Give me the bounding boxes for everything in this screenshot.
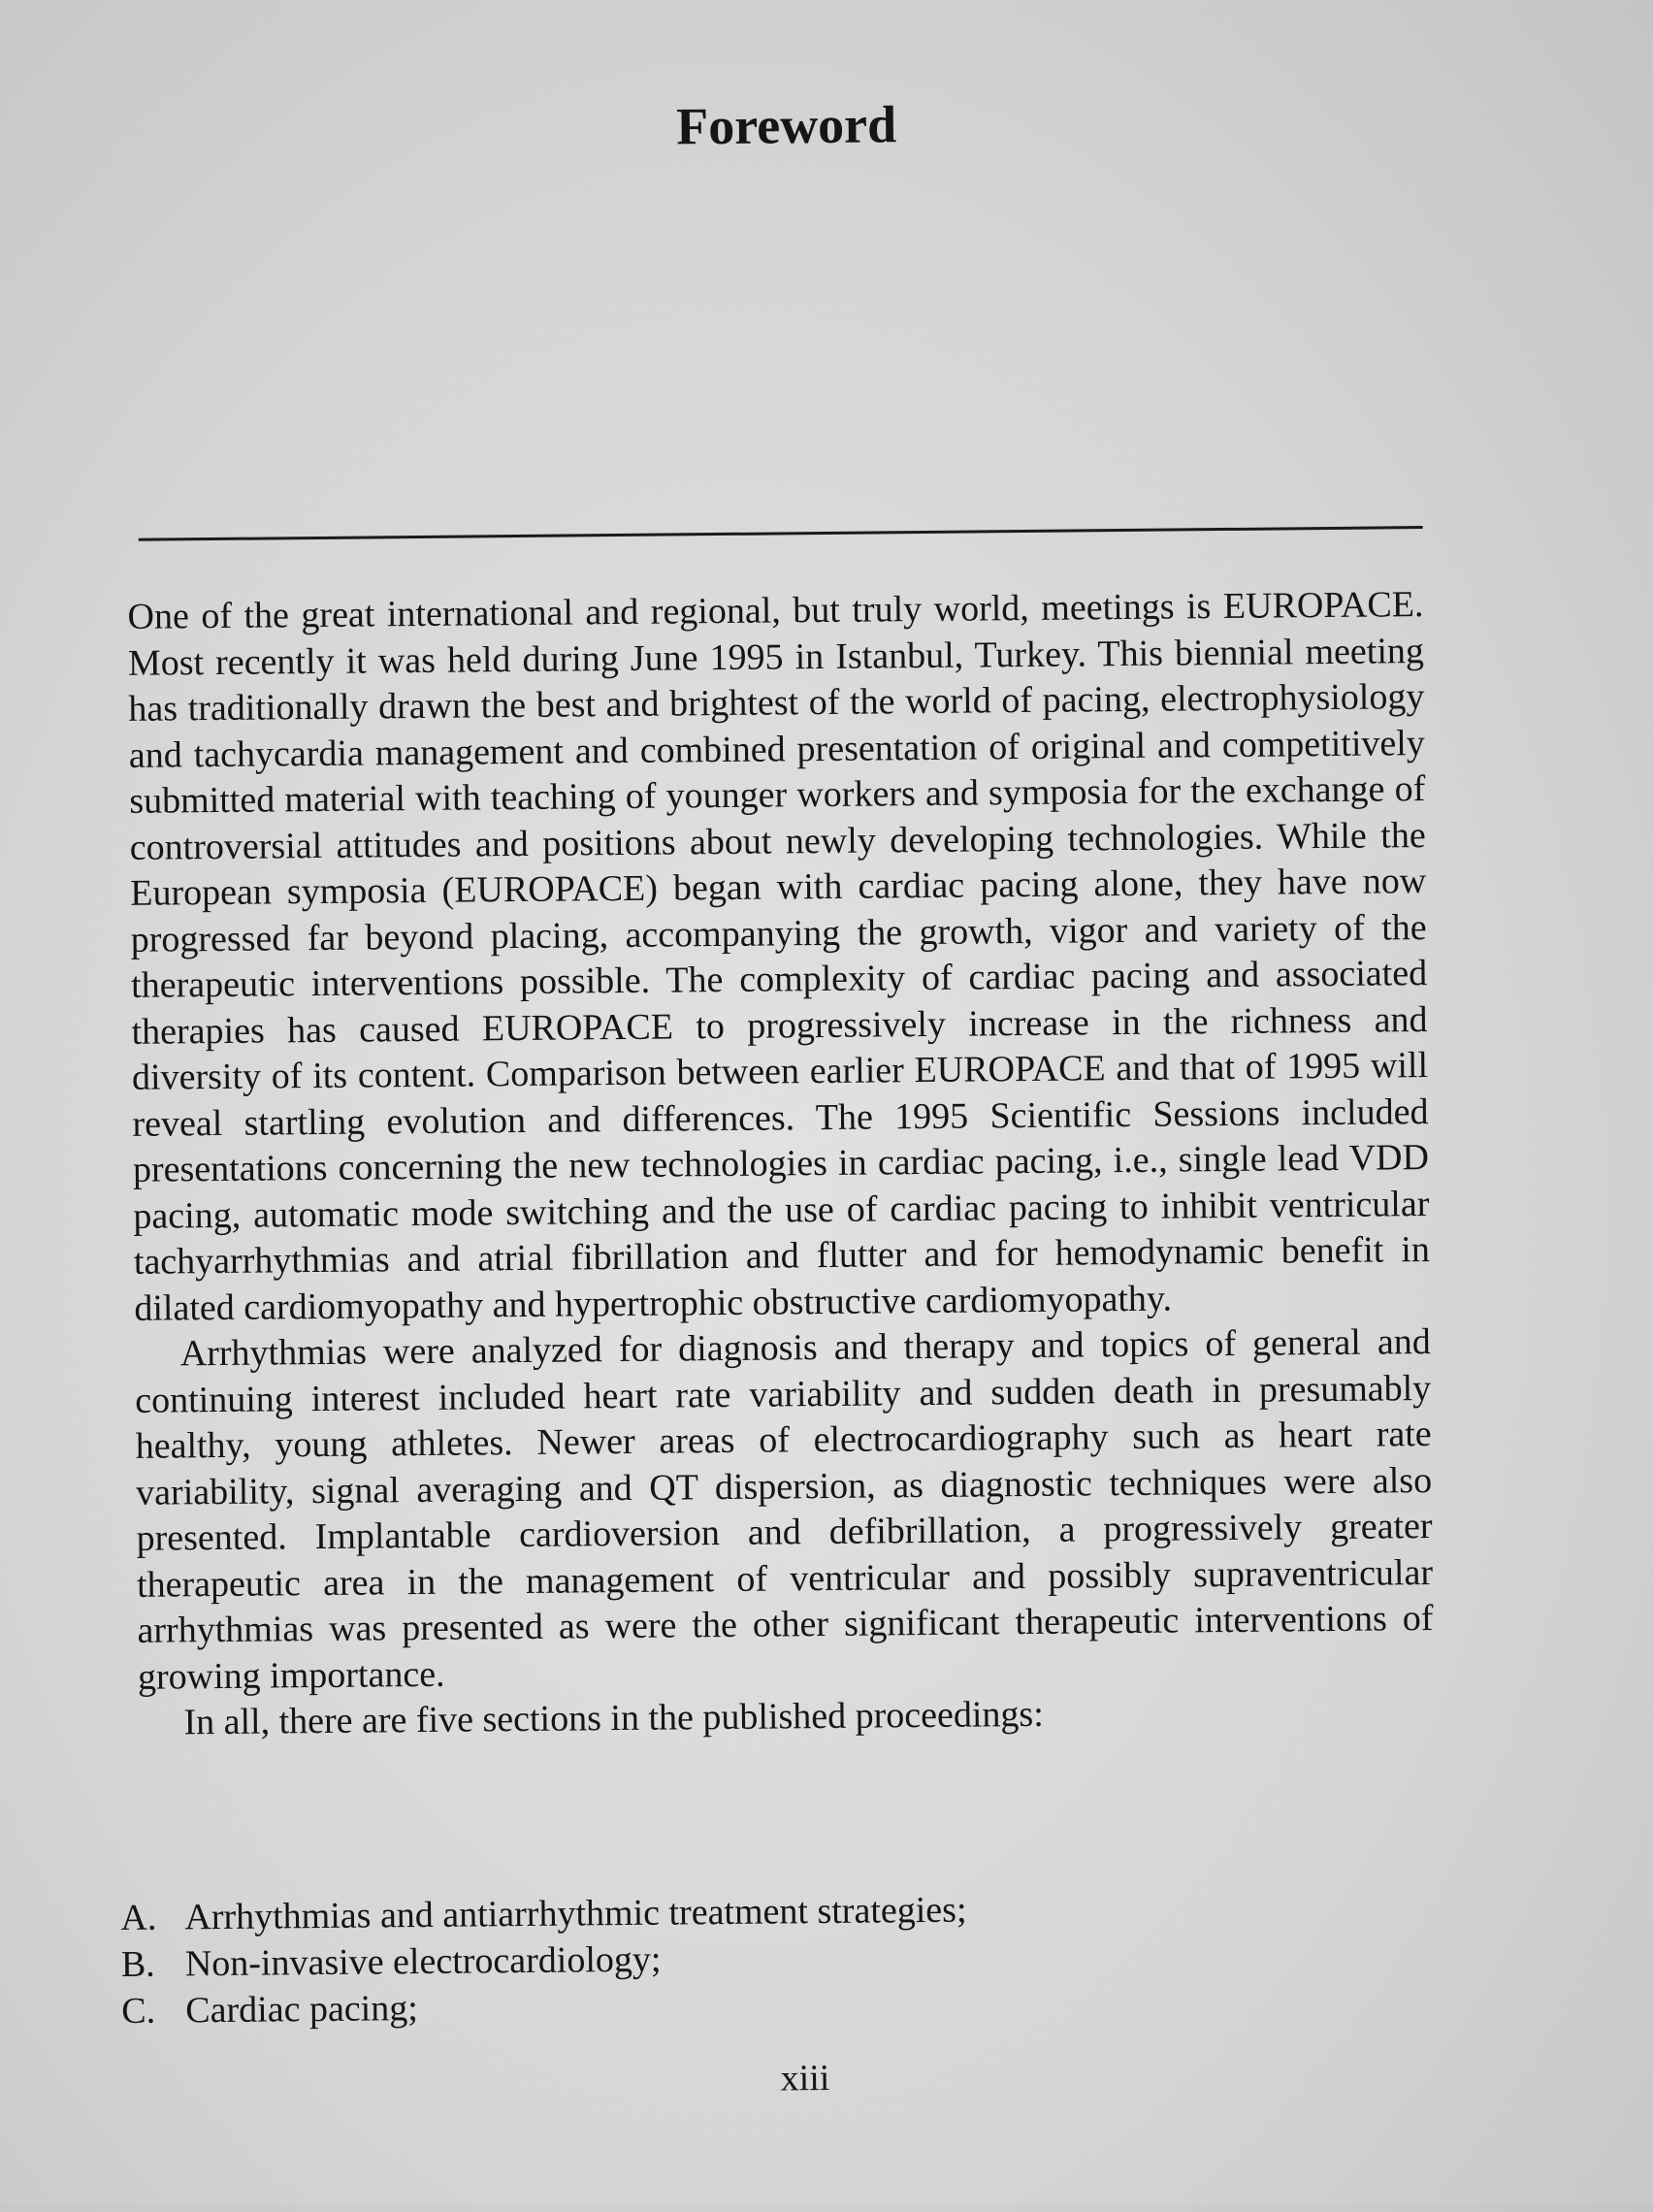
list-item-letter: C. [121,1990,156,2033]
list-item-letter: A. [120,1897,157,1939]
paragraph-europace-intro: One of the great international and regional, but truly world, meetings is EUROPACE. Most recently it was held during June 1995 in Istanbul, Turkey. This biennial meeting has traditionally drawn the best and brightest of the world of pacing, electrophysiology and tachycardia management and combined presentation of original and competitively submitted material with teaching of younger workers and symposia for the exchange of controversial attitudes and positions about newly developing technologies. While the European symposia (EUROPACE) began with cardiac pacing alone, they have now progressed far beyond placing, accompanying the growth, vigor and variety of the therapeutic interventions possible. The complexity of cardiac pacing and associated therapies has caused EUROPACE to progressively increase in the richness and diversity of its content. Comparison between earlier EUROPACE and that of 1995 will reveal startling evolution and differences. The 1995 Scientific Sessions included presentations concerning the new technologies in cardiac pacing, i.e., single lead VDD pacing, automatic mode switching and the use of cardiac pacing to inhibit ventricular tachyarrhythmias and atrial fibrillation and flutter and for hemodynamic benefit in dilated cardiomyopathy and hypertrophic obstructive cardiomyopathy. [127,584,1431,1329]
title-divider [139,526,1423,541]
page-number: xiii [780,2057,830,2099]
list-item-text: Non-invasive electrocardiology; [184,1938,662,1985]
page-title: Foreword [675,95,897,156]
paragraph-arrhythmias: Arrhythmias were analyzed for diagnosis and therapy and topics of general and continuing interest included heart rate variability and sudden death in presumably healthy, young athletes. Newer areas of electrocardiography such as heart rate variability, signal averaging and QT dispersion, as diagnostic techniques were also presented. Implantable cardioversion and defibrillation, a progressively greater therapeutic area in the management of ventricular and possibly supraventricular arrhythmias was presented as were the other significant therapeutic interventions of growing importance. [135,1321,1434,1698]
list-item-text: Cardiac pacing; [185,1988,419,2032]
sections-list [120,1883,1382,2034]
paragraph-sections-intro: In all, there are five sections in the published proceedings: [183,1693,1045,1743]
list-item-text: Arrhythmias and antiarrhythmic treatment strategies; [184,1889,967,1938]
foreword-body [127,582,1434,1746]
list-item-letter: B. [120,1943,155,1986]
